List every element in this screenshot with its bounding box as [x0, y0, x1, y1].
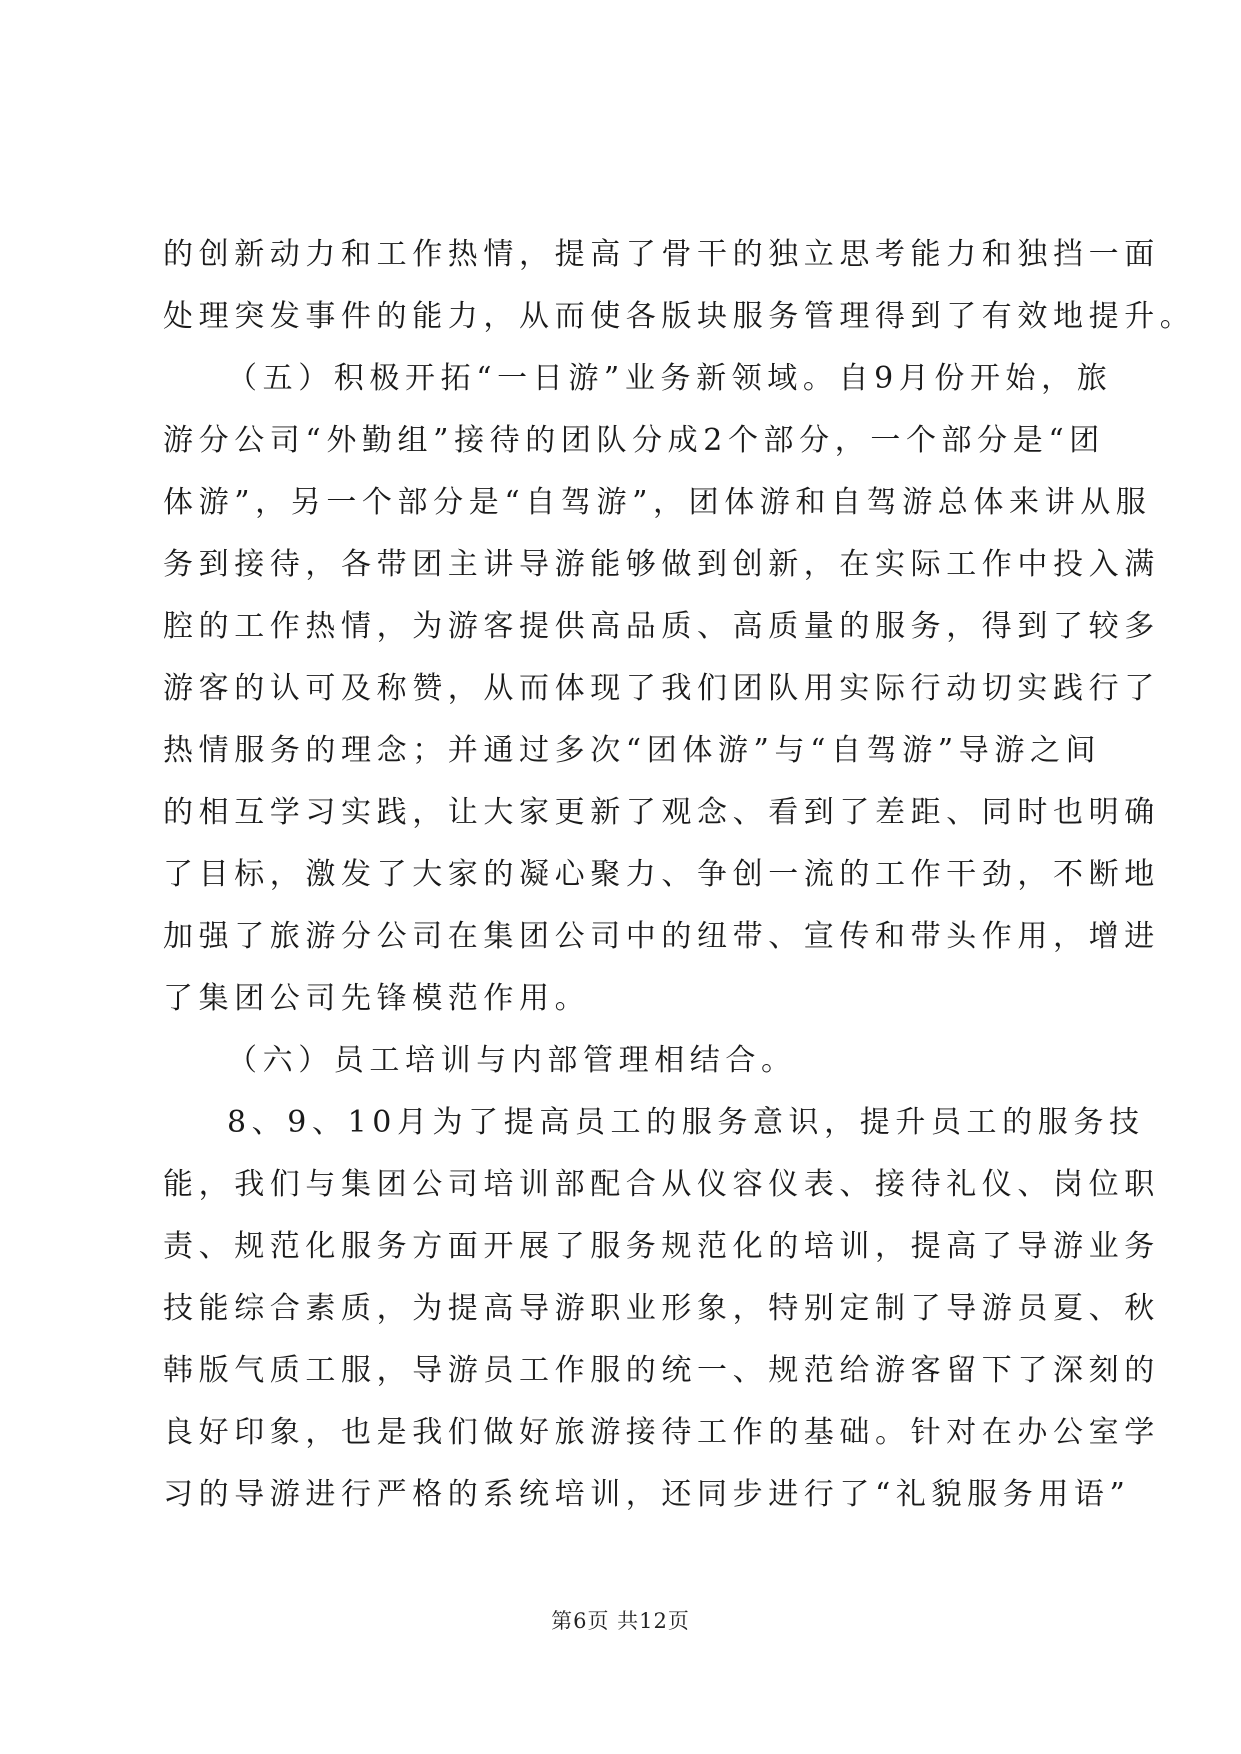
text-line-13: 了集团公司先锋模范作用。 — [163, 981, 591, 1016]
text-line-7: 腔的工作热情，为游客提供高品质、高质量的服务，得到了较多 — [163, 609, 1160, 644]
text-line-1: 的创新动力和工作热情，提高了骨干的独立思考能力和独挡一面 — [163, 237, 1160, 272]
text-line-16: 能，我们与集团公司培训部配合从仪容仪表、接待礼仪、岗位职 — [163, 1167, 1160, 1202]
text-line-5: 体游”，另一个部分是“自驾游”，团体游和自驾游总体来讲从服 — [163, 485, 1152, 520]
page-footer — [0, 1606, 1241, 1636]
text-line-6: 务到接待，各带团主讲导游能够做到创新，在实际工作中投入满 — [163, 547, 1160, 582]
text-line-17: 责、规范化服务方面开展了服务规范化的培训，提高了导游业务 — [163, 1229, 1160, 1264]
text-line-9: 热情服务的理念；并通过多次“团体游”与“自驾游”导游之间 — [163, 733, 1102, 768]
text-line-21: 习的导游进行严格的系统培训，还同步进行了“礼貌服务用语” — [163, 1477, 1131, 1512]
text-line-19: 韩版气质工服，导游员工作服的统一、规范给游客留下了深刻的 — [163, 1353, 1160, 1388]
section-heading-five: （五）积极开拓“一日游”业务新领域。自9月份开始，旅 — [227, 361, 1113, 396]
text-line-20: 良好印象，也是我们做好旅游接待工作的基础。针对在办公室学 — [163, 1415, 1160, 1450]
text-line-2: 处理突发事件的能力，从而使各版块服务管理得到了有效地提升。 — [163, 299, 1196, 334]
section-heading-six: （六）员工培训与内部管理相结合。 — [227, 1043, 797, 1078]
text-line-10: 的相互学习实践，让大家更新了观念、看到了差距、同时也明确 — [163, 795, 1160, 830]
text-line-11: 了目标，激发了大家的凝心聚力、争创一流的工作干劲，不断地 — [163, 857, 1160, 892]
text-line-15: 8、9、10月为了提高员工的服务意识，提升员工的服务技 — [227, 1105, 1145, 1140]
text-line-12: 加强了旅游分公司在集团公司中的纽带、宣传和带头作用，增进 — [163, 919, 1160, 954]
text-line-4: 游分公司“外勤组”接待的团队分成2个部分，一个部分是“团 — [163, 423, 1105, 458]
page-number: 第6页 共12页 — [551, 1609, 690, 1633]
text-line-18: 技能综合素质，为提高导游职业形象，特别定制了导游员夏、秋 — [163, 1291, 1160, 1326]
text-line-8: 游客的认可及称赞，从而体现了我们团队用实际行动切实践行了 — [163, 671, 1160, 706]
